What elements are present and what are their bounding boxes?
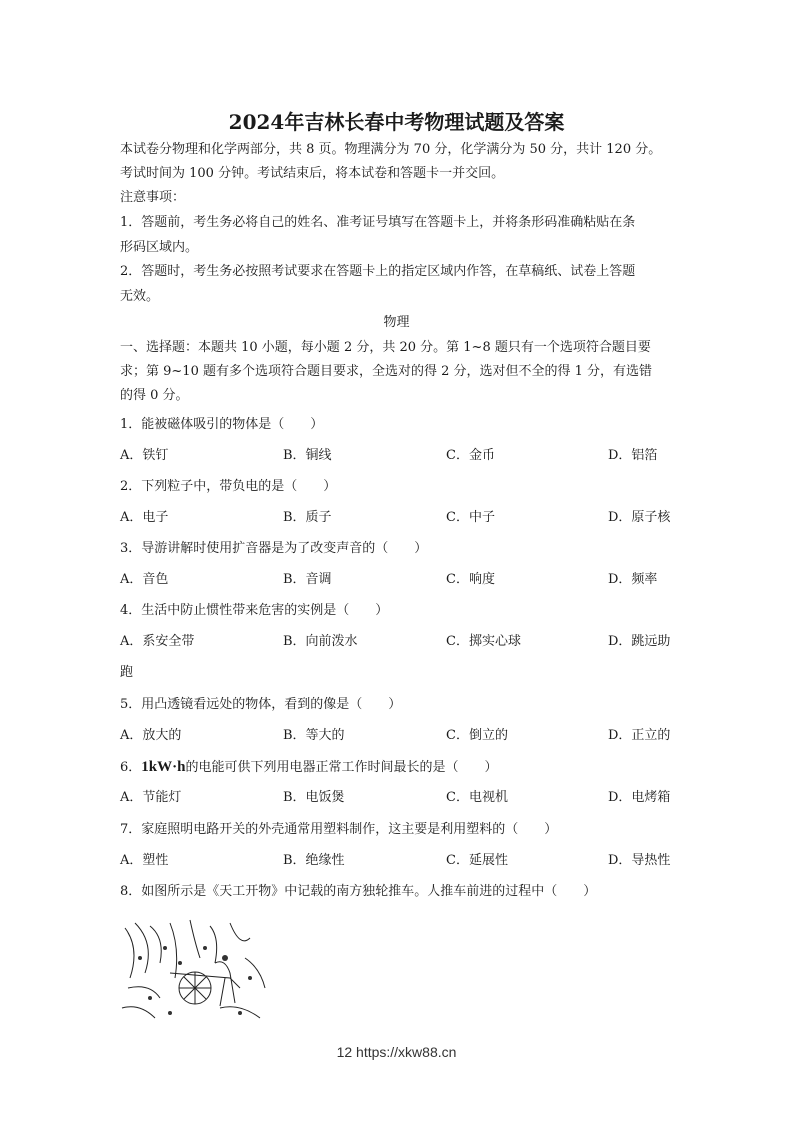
answer-option-wrap: 跑 bbox=[120, 665, 134, 680]
formula: 1kW·h bbox=[141, 759, 186, 775]
answer-option: A．放大的 bbox=[120, 728, 182, 743]
notice-item: 2．答题时，考生务必按照考试要求在答题卡上的指定区域内作答，在草稿纸、试卷上答题 bbox=[120, 264, 636, 279]
answer-option: D．电烤箱 bbox=[608, 790, 671, 805]
answer-option: C．掷实心球 bbox=[446, 634, 521, 649]
answer-option: C．响度 bbox=[446, 572, 495, 587]
answer-option: A．电子 bbox=[120, 510, 169, 525]
section-intro: 求；第 9~10 题有多个选项符合题目要求，全选对的得 2 分，选对但不全的得 1 分，有选错 bbox=[120, 364, 653, 379]
answer-option: A．节能灯 bbox=[120, 790, 182, 805]
answer-option: A．铁钉 bbox=[120, 448, 169, 463]
answer-option: C．中子 bbox=[446, 510, 495, 525]
section-intro: 一、选择题：本题共 10 小题，每小题 2 分，共 20 分。第 1~8 题只有一个选项符合题目要 bbox=[120, 340, 651, 355]
page-footer: 12 https://xkw88.cn bbox=[336, 1044, 457, 1060]
question-stem: 7．家庭照明电路开关的外壳通常用塑料制作，这主要是利用塑料的（ ） bbox=[120, 822, 558, 837]
answer-option: C．倒立的 bbox=[446, 728, 508, 743]
question-stem: 4．生活中防止惯性带来危害的实例是（ ） bbox=[120, 603, 389, 618]
answer-option: A．塑性 bbox=[120, 853, 169, 868]
answer-option: C．延展性 bbox=[446, 853, 508, 868]
answer-option: B．向前泼水 bbox=[283, 634, 358, 649]
answer-option: A．系安全带 bbox=[120, 634, 195, 649]
question-stem: 3．导游讲解时使用扩音器是为了改变声音的（ ） bbox=[120, 541, 428, 556]
question-number: 6． bbox=[120, 760, 142, 775]
answer-option: B．电饭煲 bbox=[283, 790, 345, 805]
question-text: 的电能可供下列用电器正常工作时间最长的是（ ） bbox=[185, 760, 498, 775]
answer-option: B．绝缘性 bbox=[283, 853, 345, 868]
notice-heading: 注意事项： bbox=[120, 190, 186, 205]
answer-option: D．频率 bbox=[608, 572, 658, 587]
wheelbarrow-illustration bbox=[120, 918, 268, 1022]
question-stem: 8．如图所示是《天工开物》中记载的南方独轮推车。人推车前进的过程中（ ） bbox=[120, 884, 597, 899]
section-title: 物理 bbox=[383, 315, 410, 330]
answer-option: B．质子 bbox=[283, 510, 332, 525]
answer-option: D．原子核 bbox=[608, 510, 671, 525]
question-stem bbox=[120, 758, 497, 777]
answer-option: A．音色 bbox=[120, 572, 169, 587]
answer-option: D．导热性 bbox=[608, 853, 671, 868]
notice-item: 形码区域内。 bbox=[120, 240, 199, 255]
answer-option: D．正立的 bbox=[608, 728, 671, 743]
question-stem: 1．能被磁体吸引的物体是（ ） bbox=[120, 417, 324, 432]
answer-option: B．铜线 bbox=[283, 448, 332, 463]
question-stem: 2．下列粒子中，带负电的是（ ） bbox=[120, 479, 337, 494]
answer-option: C．金币 bbox=[446, 448, 495, 463]
answer-option: B．等大的 bbox=[283, 728, 345, 743]
page-title: 2024年吉林长春中考物理试题及答案 bbox=[228, 110, 565, 134]
answer-option: B．音调 bbox=[283, 572, 332, 587]
answer-option: D．铝箔 bbox=[608, 448, 658, 463]
notice-item: 1．答题前，考生务必将自己的姓名、准考证号填写在答题卡上，并将条形码准确粘贴在条 bbox=[120, 215, 636, 230]
section-intro: 的得 0 分。 bbox=[120, 388, 189, 403]
answer-option: C．电视机 bbox=[446, 790, 508, 805]
intro-line: 本试卷分物理和化学两部分，共 8 页。物理满分为 70 分，化学满分为 50 分，共计 120 分。 bbox=[120, 142, 662, 157]
answer-option: D．跳远助 bbox=[608, 634, 671, 649]
notice-item: 无效。 bbox=[120, 289, 160, 304]
question-stem: 5．用凸透镜看远处的物体，看到的像是（ ） bbox=[120, 697, 402, 712]
intro-line: 考试时间为 100 分钟。考试结束后，将本试卷和答题卡一并交回。 bbox=[120, 166, 505, 181]
